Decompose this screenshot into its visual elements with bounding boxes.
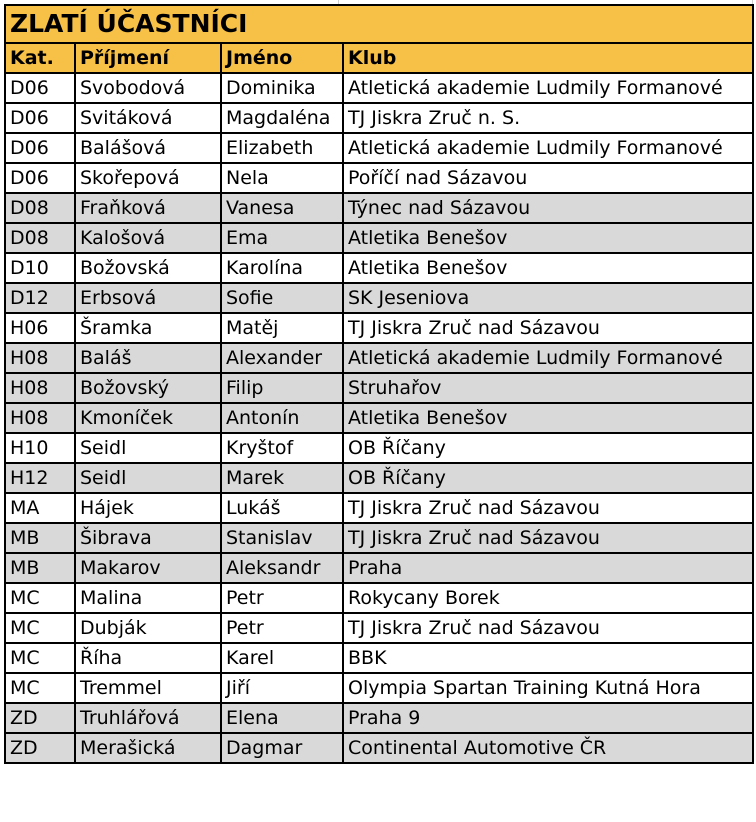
cell-jmeno[interactable]: Filip xyxy=(221,373,343,403)
table-row xyxy=(5,343,753,373)
cell-klub[interactable]: TJ Jiskra Zruč n. S. xyxy=(343,103,753,133)
cell-jmeno[interactable]: Elizabeth xyxy=(221,133,343,163)
cell-kat[interactable]: H10 xyxy=(5,433,75,463)
cell-kat[interactable]: MC xyxy=(5,643,75,673)
cell-prijmeni[interactable]: Kalošová xyxy=(75,223,221,253)
cell-prijmeni[interactable]: Říha xyxy=(75,643,221,673)
cell-jmeno[interactable]: Petr xyxy=(221,583,343,613)
cell-prijmeni[interactable]: Skořepová xyxy=(75,163,221,193)
cell-jmeno[interactable]: Petr xyxy=(221,613,343,643)
cell-kat[interactable]: H06 xyxy=(5,313,75,343)
table-row xyxy=(5,523,753,553)
table-row xyxy=(5,103,753,133)
table-title[interactable]: ZLATÍ ÚČASTNÍCI xyxy=(5,5,753,43)
cell-prijmeni[interactable]: Balášová xyxy=(75,133,221,163)
table-row xyxy=(5,403,753,433)
cell-jmeno[interactable]: Kryštof xyxy=(221,433,343,463)
header-cell-prijmeni[interactable]: Příjmení xyxy=(75,43,221,73)
cell-jmeno[interactable]: Magdaléna xyxy=(221,103,343,133)
cell-prijmeni[interactable]: Šibrava xyxy=(75,523,221,553)
cell-prijmeni[interactable]: Makarov xyxy=(75,553,221,583)
cell-klub[interactable]: Rokycany Borek xyxy=(343,583,753,613)
table-row xyxy=(5,193,753,223)
table-row xyxy=(5,133,753,163)
cell-jmeno[interactable]: Vanesa xyxy=(221,193,343,223)
cell-kat[interactable]: D06 xyxy=(5,133,75,163)
cell-klub[interactable]: Olympia Spartan Training Kutná Hora xyxy=(343,673,753,703)
cell-prijmeni[interactable]: Erbsová xyxy=(75,283,221,313)
header-cell-klub[interactable]: Klub xyxy=(343,43,753,73)
table-row xyxy=(5,733,753,763)
cell-kat[interactable]: MB xyxy=(5,523,75,553)
cell-kat[interactable]: MA xyxy=(5,493,75,523)
table-row xyxy=(5,643,753,673)
table-row xyxy=(5,493,753,523)
cell-jmeno[interactable]: Jiří xyxy=(221,673,343,703)
cell-klub[interactable]: SK Jeseniova xyxy=(343,283,753,313)
cell-kat[interactable]: D06 xyxy=(5,103,75,133)
cell-jmeno[interactable]: Nela xyxy=(221,163,343,193)
table-row xyxy=(5,673,753,703)
cell-jmeno[interactable]: Matěj xyxy=(221,313,343,343)
cell-jmeno[interactable]: Stanislav xyxy=(221,523,343,553)
cell-klub[interactable]: Praha 9 xyxy=(343,703,753,733)
cell-klub[interactable]: OB Říčany xyxy=(343,433,753,463)
cell-prijmeni[interactable]: Božovský xyxy=(75,373,221,403)
cell-prijmeni[interactable]: Tremmel xyxy=(75,673,221,703)
cell-kat[interactable]: MC xyxy=(5,583,75,613)
cell-prijmeni[interactable]: Kmoníček xyxy=(75,403,221,433)
participants-table xyxy=(4,4,754,764)
cell-kat[interactable]: D06 xyxy=(5,163,75,193)
cell-klub[interactable]: Struhařov xyxy=(343,373,753,403)
cell-kat[interactable]: ZD xyxy=(5,733,75,763)
cell-kat[interactable]: D08 xyxy=(5,223,75,253)
table-row xyxy=(5,223,753,253)
cell-klub[interactable]: Atletika Benešov xyxy=(343,403,753,433)
cell-kat[interactable]: MC xyxy=(5,613,75,643)
cell-klub[interactable]: TJ Jiskra Zruč nad Sázavou xyxy=(343,313,753,343)
cell-kat[interactable]: D10 xyxy=(5,253,75,283)
header-cell-jmeno[interactable]: Jméno xyxy=(221,43,343,73)
cell-klub[interactable]: Atletická akademie Ludmily Formanové xyxy=(343,73,753,103)
cell-klub[interactable]: Continental Automotive ČR xyxy=(343,733,753,763)
cell-jmeno[interactable]: Aleksandr xyxy=(221,553,343,583)
table-row xyxy=(5,163,753,193)
cell-prijmeni[interactable]: Merašická xyxy=(75,733,221,763)
cell-prijmeni[interactable]: Seidl xyxy=(75,463,221,493)
cell-klub[interactable]: Atletická akademie Ludmily Formanové xyxy=(343,343,753,373)
cell-kat[interactable]: MC xyxy=(5,673,75,703)
cell-jmeno[interactable]: Lukáš xyxy=(221,493,343,523)
cell-prijmeni[interactable]: Božovská xyxy=(75,253,221,283)
cell-prijmeni[interactable]: Seidl xyxy=(75,433,221,463)
cell-jmeno[interactable]: Dominika xyxy=(221,73,343,103)
cell-klub[interactable]: TJ Jiskra Zruč nad Sázavou xyxy=(343,613,753,643)
table-row xyxy=(5,613,753,643)
cell-jmeno[interactable]: Dagmar xyxy=(221,733,343,763)
cell-prijmeni[interactable]: Hájek xyxy=(75,493,221,523)
cell-jmeno[interactable]: Karel xyxy=(221,643,343,673)
table-row xyxy=(5,553,753,583)
cell-klub[interactable]: Atletická akademie Ludmily Formanové xyxy=(343,133,753,163)
cell-jmeno[interactable]: Elena xyxy=(221,703,343,733)
cell-prijmeni[interactable]: Fraňková xyxy=(75,193,221,223)
cell-kat[interactable]: H12 xyxy=(5,463,75,493)
cell-prijmeni[interactable]: Svobodová xyxy=(75,73,221,103)
cell-kat[interactable]: ZD xyxy=(5,703,75,733)
table-row xyxy=(5,433,753,463)
cell-kat[interactable]: D08 xyxy=(5,193,75,223)
cell-jmeno[interactable]: Alexander xyxy=(221,343,343,373)
cell-prijmeni[interactable]: Baláš xyxy=(75,343,221,373)
cell-klub[interactable]: Atletika Benešov xyxy=(343,253,753,283)
cell-jmeno[interactable]: Marek xyxy=(221,463,343,493)
cell-kat[interactable]: H08 xyxy=(5,403,75,433)
cell-jmeno[interactable]: Karolína xyxy=(221,253,343,283)
table-row xyxy=(5,463,753,493)
cell-kat[interactable]: D12 xyxy=(5,283,75,313)
cell-prijmeni[interactable]: Truhlářová xyxy=(75,703,221,733)
cell-jmeno[interactable]: Sofie xyxy=(221,283,343,313)
cell-jmeno[interactable]: Antonín xyxy=(221,403,343,433)
table-row xyxy=(5,703,753,733)
cell-jmeno[interactable]: Ema xyxy=(221,223,343,253)
table-row xyxy=(5,373,753,403)
table-row xyxy=(5,313,753,343)
cell-prijmeni[interactable]: Dubják xyxy=(75,613,221,643)
table-body xyxy=(5,5,753,763)
cell-kat[interactable]: H08 xyxy=(5,373,75,403)
cell-klub[interactable]: TJ Jiskra Zruč nad Sázavou xyxy=(343,523,753,553)
cell-klub[interactable]: TJ Jiskra Zruč nad Sázavou xyxy=(343,493,753,523)
header-row xyxy=(5,43,753,73)
title-row xyxy=(5,5,753,43)
header-cell-kat[interactable]: Kat. xyxy=(5,43,75,73)
cell-klub[interactable]: Týnec nad Sázavou xyxy=(343,193,753,223)
cell-kat[interactable]: H08 xyxy=(5,343,75,373)
table-row xyxy=(5,283,753,313)
table-row xyxy=(5,73,753,103)
cell-kat[interactable]: MB xyxy=(5,553,75,583)
cell-klub[interactable]: OB Říčany xyxy=(343,463,753,493)
cell-klub[interactable]: BBK xyxy=(343,643,753,673)
table-row xyxy=(5,253,753,283)
cell-prijmeni[interactable]: Šramka xyxy=(75,313,221,343)
cell-klub[interactable]: Praha xyxy=(343,553,753,583)
cell-klub[interactable]: Atletika Benešov xyxy=(343,223,753,253)
table-row xyxy=(5,583,753,613)
cell-kat[interactable]: D06 xyxy=(5,73,75,103)
cell-prijmeni[interactable]: Malina xyxy=(75,583,221,613)
cell-klub[interactable]: Poříčí nad Sázavou xyxy=(343,163,753,193)
cell-prijmeni[interactable]: Svitáková xyxy=(75,103,221,133)
